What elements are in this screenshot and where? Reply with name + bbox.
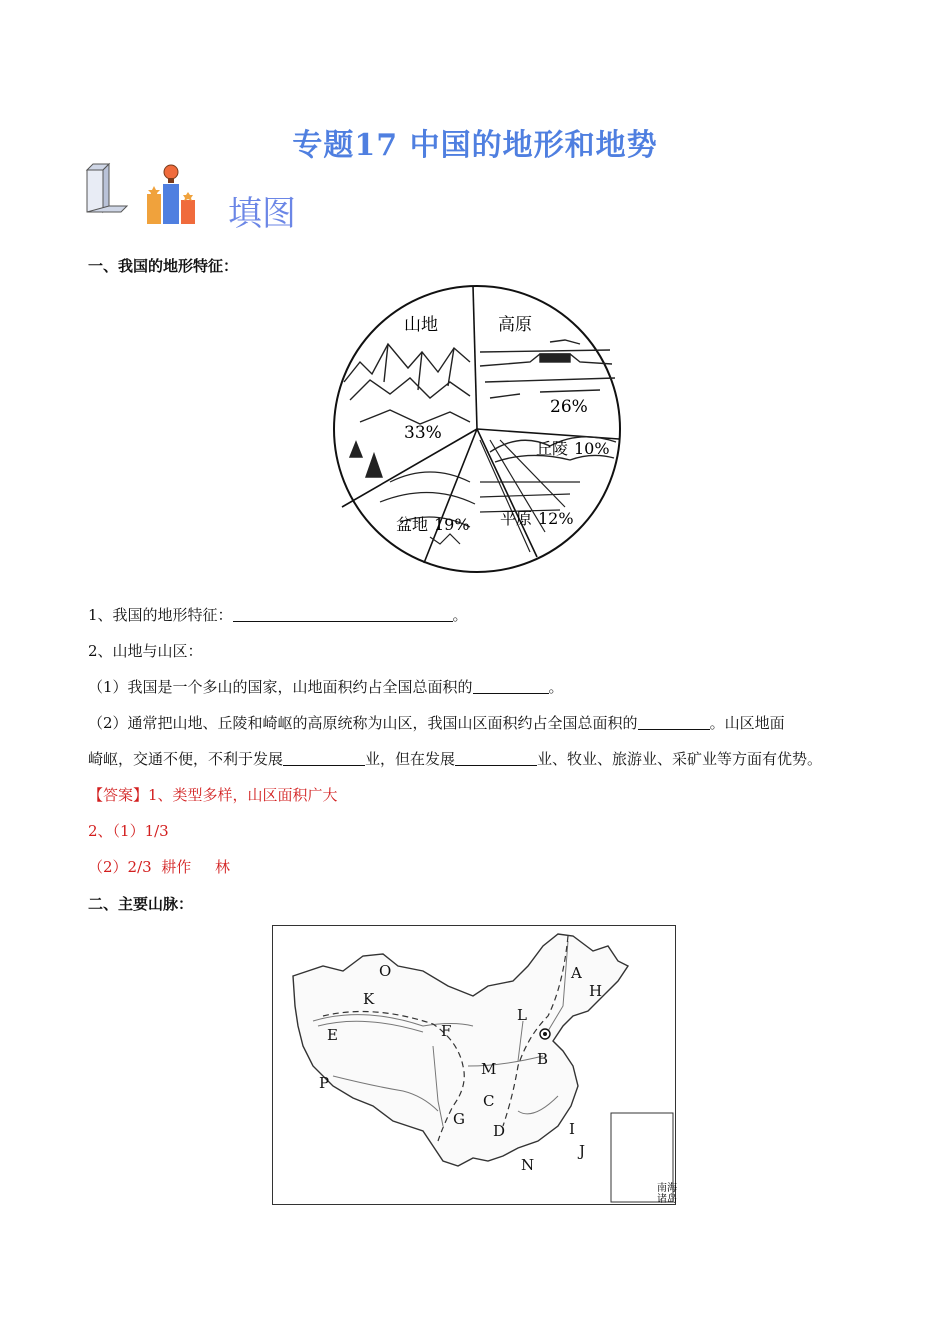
question-2-2-line2 [88, 749, 822, 769]
answer-1: 1、类型多样，山区面积广大 [148, 786, 338, 804]
map-label-D: D [493, 1122, 506, 1140]
inset-label-1: 南海 [657, 1183, 677, 1194]
map-label-A: A [571, 964, 582, 982]
map-label-L: L [517, 1006, 527, 1024]
pie-label-hill: 丘陵 [536, 439, 569, 458]
question-2-1 [88, 677, 564, 697]
map-label-I: I [569, 1120, 575, 1138]
map-label-P: P [319, 1074, 330, 1092]
china-mountain-map [272, 925, 676, 1205]
answer-blank[interactable] [283, 749, 365, 766]
map-label-O: O [379, 962, 392, 980]
question-2-2-text-a: （2）通常把山地、丘陵和崎岖的高原统称为山区，我国山区面积约占全国总面积的 [88, 714, 638, 732]
question-2-1-text: （1）我国是一个多山的国家，山地面积约占全国总面积的 [88, 678, 473, 696]
answer-blank[interactable] [233, 605, 453, 622]
map-label-H: H [589, 982, 603, 1000]
map-label-M: M [481, 1060, 497, 1078]
map-label-G: G [453, 1110, 465, 1128]
section-label: 填图 [228, 194, 296, 234]
pie-label-plain: 平原 [500, 509, 533, 528]
landform-pie-chart [330, 282, 624, 576]
podium-trophy-icon [147, 165, 195, 224]
question-2-1-end: 。 [548, 678, 564, 696]
answer-blank[interactable] [455, 749, 537, 766]
answer-blank[interactable] [473, 677, 549, 694]
pie-pct-mountain: 33% [404, 423, 442, 443]
question-2-2-text-b: 。山区地面 [709, 714, 785, 732]
pie-pct-plateau: 26% [550, 397, 588, 417]
answer-blank[interactable] [638, 713, 710, 730]
pie-pct-plain: 12% [538, 509, 574, 528]
map-label-F: F [441, 1022, 452, 1040]
answer-line-2: 2、（1）1/3 [88, 822, 169, 840]
answer-tag: 【答案】 [88, 786, 149, 804]
inset-label-2: 诸岛 [657, 1194, 677, 1205]
question-2-2-text-d: 业，但在发展 [365, 750, 456, 768]
pie-label-mountain: 山地 [404, 315, 438, 335]
question-2: 2、山地与山区： [88, 642, 203, 660]
map-label-B: B [537, 1050, 549, 1068]
number-one-icon [87, 164, 127, 212]
map-label-E: E [327, 1026, 338, 1044]
page-title: 专题17 中国的地形和地势 [292, 128, 658, 163]
map-label-C: C [483, 1092, 495, 1110]
map-label-J: J [579, 1142, 586, 1160]
question-2-2-line1 [88, 713, 785, 733]
question-1-text: 1、我国的地形特征： [88, 606, 233, 624]
part1-heading: 一、我国的地形特征： [88, 257, 239, 275]
pie-label-basin: 盆地 [396, 515, 429, 534]
question-1-end: 。 [452, 606, 468, 624]
answer-line-3: （2）2/3 耕作 林 [88, 858, 231, 876]
question-1 [88, 605, 468, 625]
answer-line-1 [88, 785, 338, 805]
pie-pct-basin: 19% [434, 515, 470, 534]
question-2-2-text-c: 崎岖，交通不便，不利于发展 [88, 750, 284, 768]
pie-label-plateau: 高原 [498, 315, 532, 335]
map-label-K: K [363, 990, 375, 1008]
pie-pct-hill: 10% [574, 439, 610, 458]
capital-dot [543, 1032, 547, 1036]
map-graphic [273, 926, 677, 1205]
map-label-N: N [521, 1156, 535, 1174]
part2-heading: 二、主要山脉： [88, 895, 194, 913]
question-2-2-text-e: 业、牧业、旅游业、采矿业等方面有优势。 [537, 750, 823, 768]
